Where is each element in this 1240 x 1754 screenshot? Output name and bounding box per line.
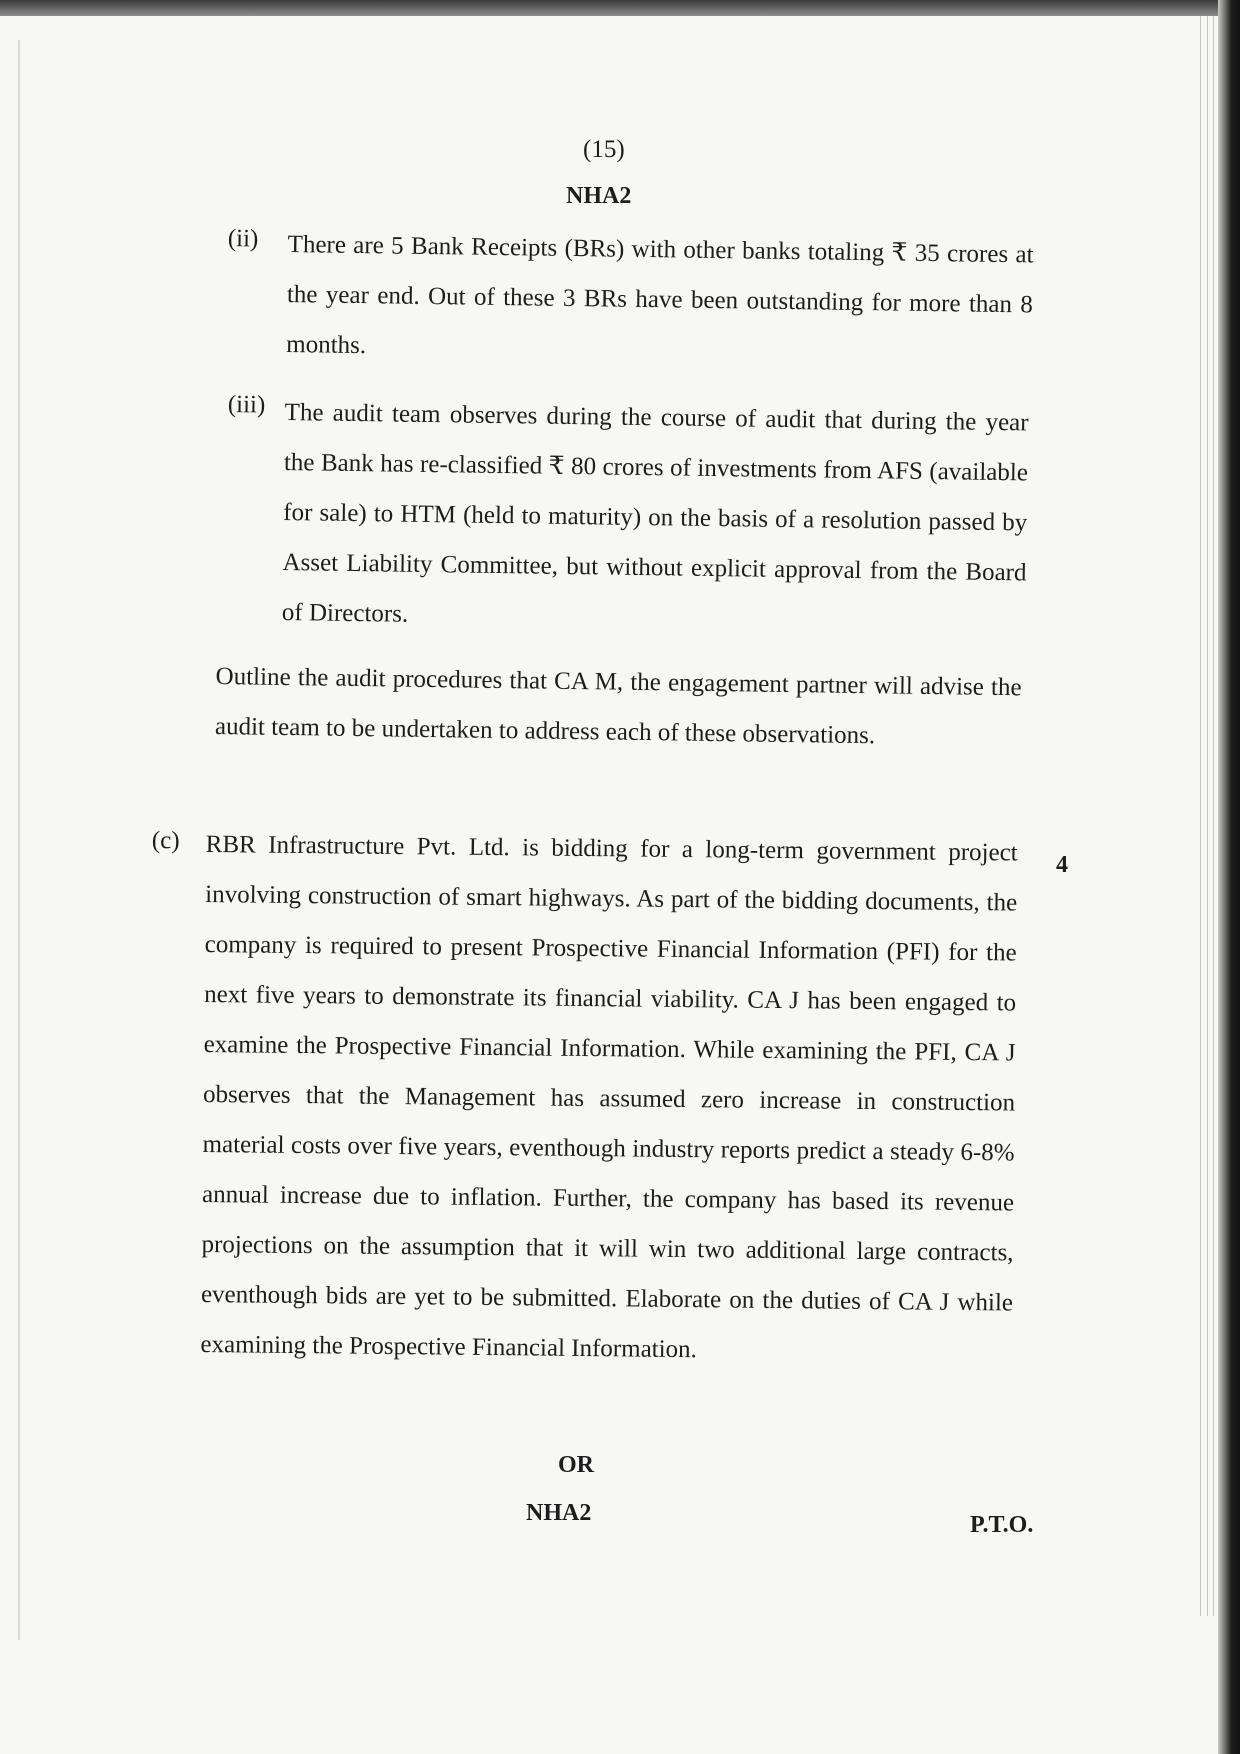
item-ii-label: (ii): [227, 225, 259, 253]
or-separator: OR: [558, 1452, 594, 1478]
item-ii-text: There are 5 Bank Receipts (BRs) with other banks totaling ₹ 35 crores at the year end. Out of these 3 BRs have been outstanding for more than 8 months.: [286, 230, 1034, 360]
paper-code-header: NHA2: [566, 183, 632, 209]
stacked-page-edge: [1213, 16, 1214, 1616]
paper-code-footer: NHA2: [526, 1500, 592, 1526]
instruction-text: Outline the audit procedures that CA M, the engagement partner will advise the audit team to be undertaken to address each of these observations.: [214, 662, 1022, 750]
stacked-page-edge: [1200, 16, 1201, 1616]
page-fold-line: [18, 40, 20, 1640]
question-c-marks: 4: [1056, 852, 1068, 878]
scan-right-edge: [1218, 0, 1240, 1754]
item-iii-label: (iii): [227, 391, 266, 419]
scan-top-edge: [0, 0, 1240, 16]
pto-label: P.T.O.: [970, 1512, 1034, 1538]
question-c-text: RBR Infrastructure Pvt. Ltd. is bidding for a long-term government project involving construction of smart highways. As part of the bidding documents, the company is required to present Prospective Financial Information (PFI) for the next five years to demonstrate its financial viability. CA J has been engaged to examine the Prospective Financial Information. While examining the PFI, CA J observes that the Management has assumed zero increase in construction material costs over five years, eventhough industry reports predict a steady 6-8% annual increase due to inflation. Further, the company has based its revenue projections on the assumption that it will win two additional large contracts, eventhough bids are yet to be submitted. Elaborate on the duties of CA J while examining the Prospective Financial Information.: [200, 830, 1018, 1364]
question-c-label: (c): [151, 827, 180, 855]
stacked-page-edge: [1207, 16, 1208, 1616]
item-iii-text: The audit team observes during the course of audit that during the year the Bank has re-classified ₹ 80 crores of investments from AFS (available for sale) to HTM (held to maturity) on the basis of a resolution passed by Asset Liability Committee, but without explicit approval from the Board of Directors.: [281, 398, 1029, 628]
page-number: (15): [583, 136, 625, 163]
